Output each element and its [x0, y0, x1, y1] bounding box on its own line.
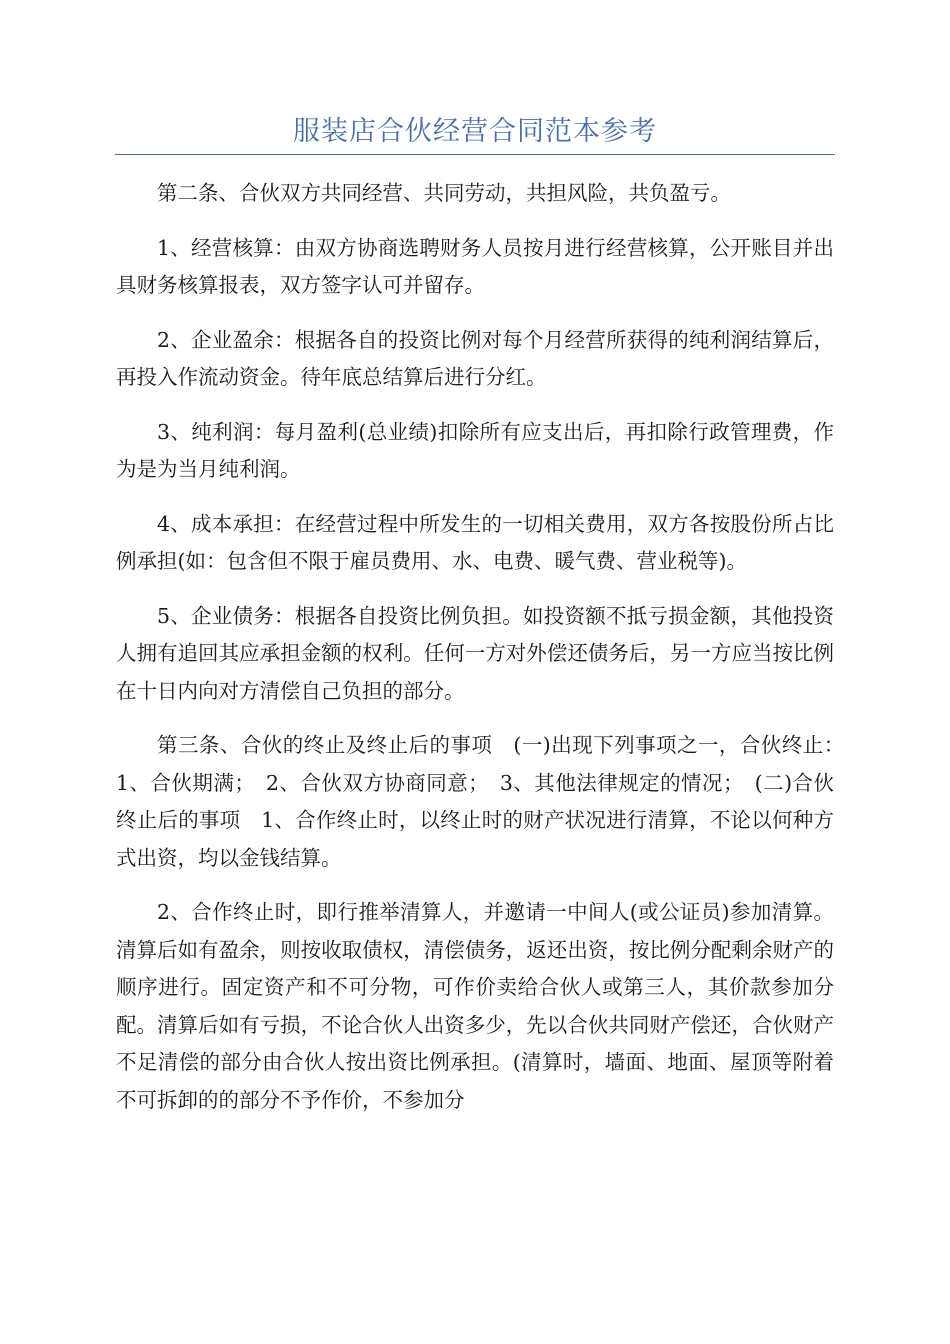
paragraph-debts: 5、企业债务：根据各自投资比例负担。如投资额不抵亏损金额，其他投资人拥有追回其应承担金额的权利。任何一方对外偿还债务后，另一方应当按比例在十日内向对方清偿自己负担的部分。 — [116, 603, 834, 703]
paragraph-liquidation: 2、合作终止时，即行推举清算人，并邀请一中间人(或公证员)参加清算。清算后如有盈余，则按收取债权，清偿债务，返还出资，按比例分配剩余财产的顺序进行。固定资产和不可分物，可作价卖给合伙人或第三人，其价款参加分配。清算后如有亏损，不论合伙人出资多少，先以合伙共同财产偿还，合伙财产不足清偿的部分由合伙人按出资比例承担。(清算时，墙面、地面、屋顶等附着不可拆卸的的部分不予作价，不参加分 — [116, 900, 834, 1112]
paragraph-surplus: 2、企业盈余：根据各自的投资比例对每个月经营所获得的纯利润结算后，再投入作流动资金。待年底总结算后进行分红。 — [116, 327, 834, 389]
document-title: 服装店合伙经营合同范本参考 — [293, 116, 657, 147]
document-body — [116, 175, 855, 1136]
paragraph-cost-sharing: 4、成本承担：在经营过程中所发生的一切相关费用，双方各按股份所占比例承担(如：包含但不限于雇员费用、水、电费、暖气费、营业税等)。 — [116, 511, 834, 573]
paragraph-article-2: 第二条、合伙双方共同经营、共同劳动，共担风险，共负盈亏。 — [157, 181, 731, 205]
title-underline — [115, 154, 835, 155]
paragraph-article-3: 第三条、合伙的终止及终止后的事项 (一)出现下列事项之一，合伙终止： 1、合伙期满； 2、合伙双方协商同意； 3、其他法律规定的情况； (二)合伙终止后的事项 1、合作终止时，以终止时的财产状况进行清算，不论以何种方式出资，均以金钱结算。 — [116, 733, 855, 870]
paragraph-accounting: 1、经营核算：由双方协商选聘财务人员按月进行经营核算，公开账目并出具财务核算报表，双方签字认可并留存。 — [116, 235, 834, 297]
paragraph-net-profit: 3、纯利润：每月盈利(总业绩)扣除所有应支出后，再扣除行政管理费，作为是为当月纯利润。 — [116, 419, 834, 481]
